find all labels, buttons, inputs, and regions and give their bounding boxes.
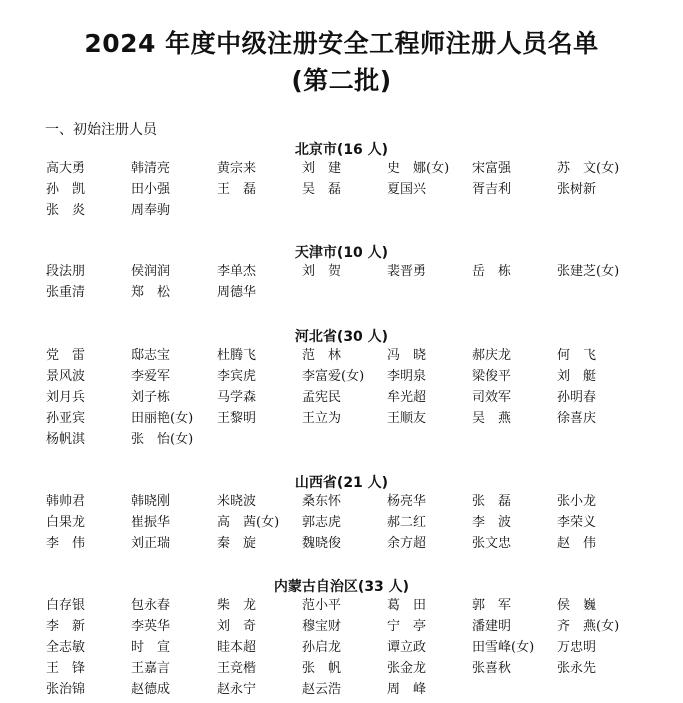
person-name: 高大勇 — [46, 161, 86, 176]
document-title: 2024 年度中级注册安全工程师注册人员名单 — [84, 29, 599, 58]
person-name: 赵德成 — [131, 682, 171, 697]
person-name: 王嘉言 — [131, 661, 171, 676]
person-name: 李宾虎 — [217, 369, 257, 384]
person-name: 谭立政 — [387, 640, 427, 655]
person-name: 白果龙 — [46, 515, 86, 530]
person-name: 田雪峰(女) — [472, 640, 535, 655]
person-name: 王立为 — [302, 411, 342, 426]
region-title: 内蒙古自治区(33 人) — [273, 579, 410, 595]
person-name: 党 雷 — [46, 348, 86, 363]
person-name: 吴 燕 — [472, 411, 512, 426]
person-name: 刘 艇 — [557, 369, 597, 384]
person-name: 邸志宝 — [131, 348, 171, 363]
person-name: 郝二红 — [387, 515, 427, 530]
person-name: 张金龙 — [387, 661, 427, 676]
person-name: 包永春 — [131, 598, 171, 613]
person-name: 韩帅君 — [46, 494, 86, 509]
person-name: 李爱军 — [131, 369, 171, 384]
person-name: 赵云浩 — [302, 682, 342, 697]
person-name: 王黎明 — [217, 411, 257, 426]
person-name: 司效军 — [472, 390, 512, 405]
person-name: 魏晓俊 — [302, 536, 342, 551]
person-name: 孙明春 — [557, 390, 597, 405]
person-name: 吴 磊 — [302, 182, 342, 197]
person-name: 侯润润 — [131, 264, 171, 279]
person-name: 韩清亮 — [131, 161, 171, 176]
person-name: 王 锋 — [46, 661, 86, 676]
person-name: 李 波 — [472, 515, 512, 530]
person-name: 岳 栋 — [472, 264, 512, 279]
person-name: 张 帆 — [302, 661, 342, 676]
person-name: 刘 建 — [302, 161, 342, 176]
person-name: 田小强 — [131, 182, 171, 197]
person-name: 郝庆龙 — [472, 348, 512, 363]
person-name: 范小平 — [302, 598, 342, 613]
person-name: 白存银 — [46, 598, 86, 613]
person-name: 张重清 — [46, 285, 86, 300]
person-name: 郭志虎 — [302, 515, 342, 530]
person-name: 李单杰 — [217, 264, 257, 279]
person-name: 苏 文(女) — [557, 161, 620, 176]
person-name: 段法朋 — [46, 264, 86, 279]
person-name: 刘子栋 — [131, 390, 171, 405]
person-name: 胥吉利 — [472, 182, 512, 197]
person-name: 张树新 — [557, 182, 597, 197]
person-name: 侯 巍 — [557, 598, 597, 613]
person-name: 孙亚宾 — [46, 411, 86, 426]
person-name: 刘 贺 — [302, 264, 342, 279]
person-name: 桑东怀 — [302, 494, 342, 509]
person-name: 景风波 — [46, 369, 86, 384]
person-name: 柴 龙 — [217, 598, 257, 613]
person-name: 李英华 — [131, 619, 171, 634]
person-name: 葛 田 — [387, 598, 427, 613]
person-name: 张 怡(女) — [131, 432, 194, 447]
region-title: 河北省(30 人) — [294, 329, 389, 345]
region-title: 山西省(21 人) — [294, 475, 389, 491]
person-name: 眭本超 — [217, 640, 257, 655]
person-name: 范 林 — [302, 348, 342, 363]
person-name: 高 茜(女) — [217, 515, 280, 530]
section-heading: 一、初始注册人员 — [45, 122, 157, 138]
person-name: 田丽艳(女) — [131, 411, 194, 426]
person-name: 张 炎 — [46, 203, 86, 218]
person-name: 赵 伟 — [557, 536, 597, 551]
person-name: 全志敏 — [46, 640, 86, 655]
person-name: 夏国兴 — [387, 182, 427, 197]
person-name: 李荣义 — [557, 515, 597, 530]
person-name: 宁 亭 — [387, 619, 427, 634]
person-name: 史 娜(女) — [387, 161, 450, 176]
person-name: 徐喜庆 — [557, 411, 597, 426]
person-name: 郑 松 — [131, 285, 171, 300]
person-name: 韩晓刚 — [131, 494, 171, 509]
person-name: 周德华 — [217, 285, 257, 300]
person-name: 周 峰 — [387, 682, 427, 697]
person-name: 李 伟 — [46, 536, 86, 551]
person-name: 牟光超 — [387, 390, 427, 405]
person-name: 张建芝(女) — [557, 264, 620, 279]
person-name: 王竞楷 — [217, 661, 257, 676]
person-name: 梁俊平 — [472, 369, 512, 384]
person-name: 余方超 — [387, 536, 427, 551]
person-name: 何 飞 — [557, 348, 597, 363]
person-name: 张喜秋 — [472, 661, 512, 676]
person-name: 张治锦 — [46, 682, 86, 697]
person-name: 杨亮华 — [387, 494, 427, 509]
person-name: 冯 晓 — [387, 348, 427, 363]
person-name: 裴晋勇 — [387, 264, 427, 279]
person-name: 马学森 — [217, 390, 257, 405]
person-name: 孙 凯 — [46, 182, 86, 197]
person-name: 宋富强 — [472, 161, 512, 176]
region-title: 天津市(10 人) — [294, 245, 389, 261]
person-name: 张文忠 — [472, 536, 512, 551]
person-name: 李 新 — [46, 619, 86, 634]
person-name: 黄宗来 — [217, 161, 257, 176]
person-name: 刘 奇 — [217, 619, 257, 634]
person-name: 秦 旋 — [217, 536, 257, 551]
person-name: 李明泉 — [387, 369, 427, 384]
person-name: 孙启龙 — [302, 640, 342, 655]
person-name: 万忠明 — [557, 640, 597, 655]
person-name: 孟宪民 — [302, 390, 342, 405]
person-name: 杨帆淇 — [46, 432, 86, 447]
person-name: 潘建明 — [472, 619, 512, 634]
person-name: 郭 军 — [472, 598, 512, 613]
person-name: 崔振华 — [131, 515, 171, 530]
person-name: 张永先 — [557, 661, 597, 676]
person-name: 周奉驹 — [131, 203, 171, 218]
person-name: 王 磊 — [217, 182, 257, 197]
person-name: 穆宝财 — [302, 619, 342, 634]
person-name: 刘正瑞 — [131, 536, 171, 551]
person-name: 杜腾飞 — [217, 348, 257, 363]
person-name: 李富爱(女) — [302, 369, 365, 384]
person-name: 刘月兵 — [46, 390, 86, 405]
document-subtitle: (第二批) — [291, 66, 392, 95]
person-name: 时 宣 — [131, 640, 171, 655]
person-name: 米晓波 — [217, 494, 257, 509]
person-name: 张 磊 — [472, 494, 512, 509]
person-name: 王顺友 — [387, 411, 427, 426]
region-title: 北京市(16 人) — [294, 142, 389, 158]
person-name: 张小龙 — [557, 494, 597, 509]
person-name: 齐 燕(女) — [557, 619, 620, 634]
person-name: 赵永宁 — [217, 682, 257, 697]
